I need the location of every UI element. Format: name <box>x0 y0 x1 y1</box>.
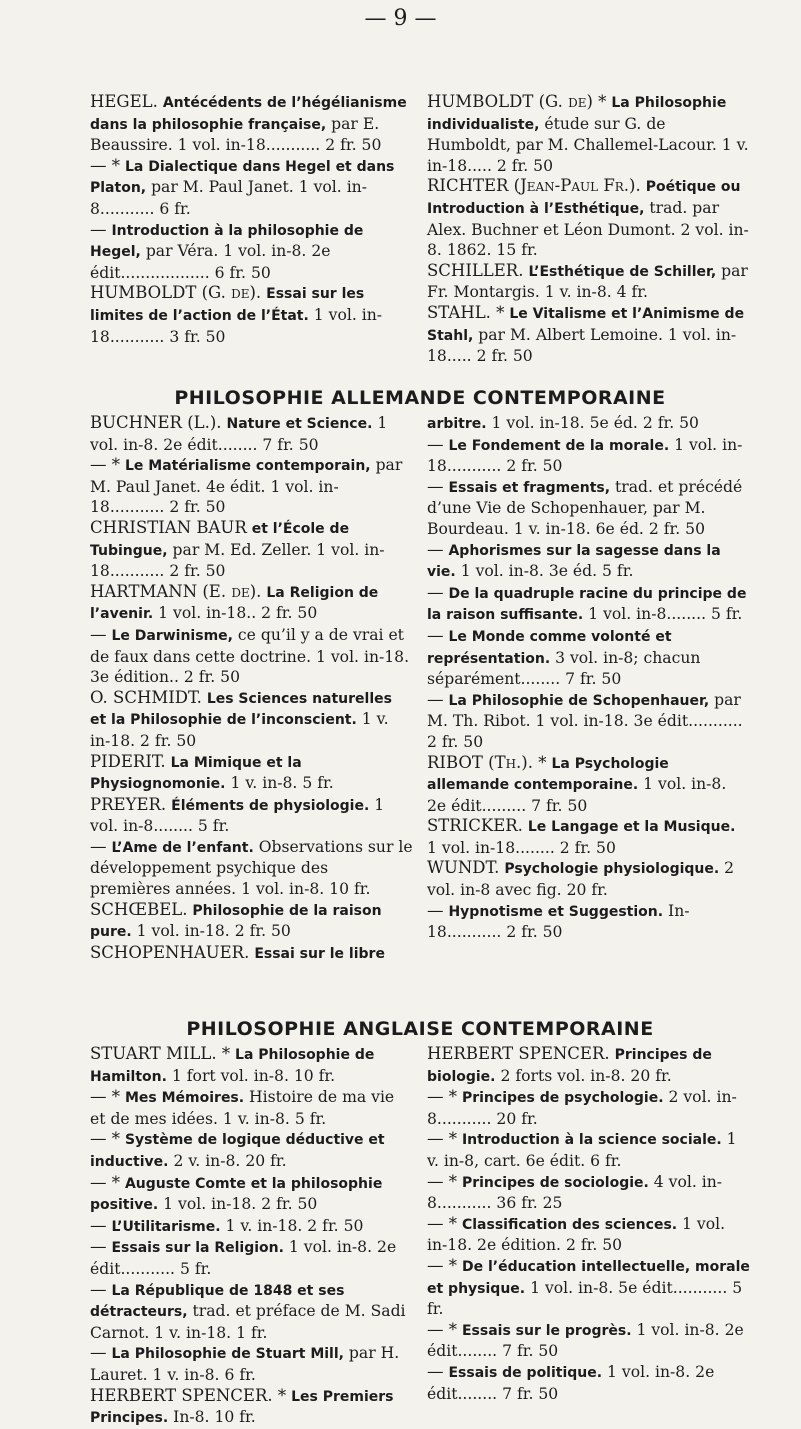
entry-details: 1 vol. in-8. 3e éd. 5 fr. <box>455 562 634 581</box>
entry-author: — <box>90 836 107 856</box>
entry-title: La Philosophie de Stuart Mill, <box>111 1346 344 1363</box>
entry-author: RIBOT (Th.). * <box>427 752 547 772</box>
entry-title: Essais de politique. <box>448 1364 603 1381</box>
catalog-entry <box>90 900 413 943</box>
entry-title: Principes de psychologie. <box>461 1090 664 1107</box>
catalog-entry <box>90 1343 413 1385</box>
entry-author: STRICKER. <box>427 816 523 836</box>
section-philosophie-anglaise <box>90 1016 750 1429</box>
section-philosophie-hegel <box>90 92 750 367</box>
left-column <box>90 1044 413 1429</box>
entry-details: par M. Ed. Zeller. 1 vol. in-18........... 2 fr. 50 <box>90 540 385 581</box>
catalog-entry <box>90 220 413 284</box>
catalog-entry <box>90 1237 413 1279</box>
catalog-entry <box>90 1044 413 1087</box>
section-philosophie-allemande <box>90 385 750 964</box>
entry-author: — * <box>427 1129 457 1149</box>
entry-details: 2 vol. in-8 avec fig. 20 fr. <box>427 859 735 900</box>
entry-title: Essai sur le libre <box>254 945 385 962</box>
catalog-entry <box>427 477 750 540</box>
entry-details: 1 vol. in-8........ 5 fr. <box>583 605 743 624</box>
entry-details: 1 vol. in-18. 2e édition. 2 fr. 50 <box>427 1214 726 1255</box>
entry-author: BUCHNER (L.). <box>90 413 222 432</box>
entry-title: Le Matérialisme contemporain, <box>124 458 371 475</box>
catalog-entry <box>427 1044 750 1087</box>
catalog-entry <box>427 1129 750 1171</box>
catalog-entry <box>427 690 750 753</box>
entry-author: PREYER. <box>90 794 167 814</box>
entry-title: La Religion de l’avenir. <box>90 584 379 623</box>
entry-title: L’Utilitarisme. <box>111 1218 221 1235</box>
entry-details: 1 vol. in-18.. 2 fr. 50 <box>153 604 318 623</box>
catalog-entry <box>427 583 750 626</box>
entry-details: 3 vol. in-8; chacun séparément........ 7 fr. 50 <box>427 648 701 689</box>
entry-title: Introduction à la science sociale. <box>461 1132 722 1149</box>
entry-details: par E. Beaussire. 1 vol. in-18........... 2 fr. 50 <box>90 114 382 155</box>
entry-author: — * <box>90 1087 120 1107</box>
entry-details: 1 vol. in-18. 5e éd. 2 fr. 50 <box>486 414 699 432</box>
catalog-entry <box>427 413 750 435</box>
entry-author: — * <box>90 155 120 175</box>
entry-author: RICHTER (Jean-Paul Fr.). <box>427 176 641 196</box>
entry-author: CHRISTIAN BAUR <box>90 517 247 537</box>
entry-details: trad. et précédé d’une Vie de Schopenhauer, par M. Bourdeau. 1 v. in-18. 6e éd. 2 fr. 50 <box>427 477 743 538</box>
entry-author: — * <box>90 1172 120 1192</box>
entry-details: 1 v. in-18. 2 fr. 50 <box>90 710 389 750</box>
catalog-entry <box>427 858 750 900</box>
catalog-entry <box>90 1216 413 1238</box>
entry-title: Le Langage et la Musique. <box>527 819 736 836</box>
catalog-entry <box>90 625 413 688</box>
entry-title: Les Sciences naturelles et la Philosophie de l’inconscient. <box>90 690 392 729</box>
entry-title: Classification des sciences. <box>461 1216 678 1233</box>
entry-author: O. SCHMIDT. <box>90 687 202 707</box>
entry-author: HEGEL. <box>90 92 158 111</box>
entry-details: In-18........... 2 fr. 50 <box>427 901 690 942</box>
catalog-entry <box>90 943 413 965</box>
entry-title: Principes de biologie. <box>427 1047 712 1085</box>
entry-details: 2 vol. in-8........... 20 fr. <box>427 1088 737 1128</box>
entry-details: 4 vol. in-8........... 36 fr. 25 <box>427 1172 723 1213</box>
catalog-entry <box>427 816 750 858</box>
entry-details: 1 v. in-8, cart. 6e édit. 6 fr. <box>427 1130 737 1170</box>
entry-title: Essais sur le progrès. <box>461 1322 632 1339</box>
entry-title: Les Premiers Principes. <box>90 1388 394 1427</box>
catalog-entry <box>427 753 750 817</box>
catalog-entry <box>90 92 413 156</box>
entry-details: 1 vol. in-8. 2e édit........ 7 fr. 50 <box>90 414 388 454</box>
entry-author: — <box>90 1237 107 1257</box>
entry-details: 2 v. in-8. 20 fr. <box>168 1151 287 1170</box>
entry-title: La Psychologie allemande contemporaine. <box>427 755 669 794</box>
entry-title: Le Fondement de la morale. <box>448 437 670 454</box>
catalog-entry <box>427 303 750 367</box>
entry-author: HARTMANN (E. de). <box>90 581 262 601</box>
entry-details: par M. Albert Lemoine. 1 vol. in-18..... 2 fr. 50 <box>427 325 737 366</box>
entry-author: — <box>427 689 444 709</box>
entry-author: — <box>427 476 444 496</box>
entry-title: Essais et fragments, <box>448 479 611 496</box>
entry-title: Philosophie de la raison pure. <box>90 902 382 941</box>
section-heading: PHILOSOPHIE ANGLAISE CONTEMPORAINE <box>186 1018 654 1040</box>
entry-title: Système de logique déductive et inductive. <box>90 1132 385 1170</box>
entry-title: Principes de sociologie. <box>461 1174 649 1191</box>
entry-author: — * <box>427 1087 457 1107</box>
entry-title: Éléments de physiologie. <box>171 797 370 814</box>
catalog-entry <box>427 1214 750 1256</box>
entry-title: Poétique ou Introduction à l’Esthétique, <box>427 179 741 217</box>
entry-title: Hypnotisme et Suggestion. <box>448 903 664 920</box>
entry-title: L’Ame de l’enfant. <box>111 839 254 856</box>
entry-title: De l’éducation intellectuelle, morale et physique. <box>427 1258 750 1297</box>
entry-details: 2 forts vol. in-8. 20 fr. <box>495 1066 672 1085</box>
entry-author: WUNDT. <box>427 858 500 878</box>
entry-details: 1 vol. in-8. 2e édit........ 7 fr. 50 <box>427 1320 744 1361</box>
entry-author: HUMBOLDT (G. de) * <box>427 92 607 111</box>
page-number: — 9 — <box>364 6 437 31</box>
entry-details: par Fr. Montargis. 1 v. in-8. 4 fr. <box>427 261 748 302</box>
catalog-entry <box>427 1256 750 1320</box>
catalog-entry <box>90 518 413 582</box>
entry-details: 1 v. in-18. 2 fr. 50 <box>220 1216 364 1235</box>
entry-author: STAHL. * <box>427 302 505 322</box>
entry-author: HUMBOLDT (G. de). <box>90 283 262 303</box>
entry-title: Le Monde comme volonté et représentation. <box>427 628 672 667</box>
entry-title: arbitre. <box>427 416 487 432</box>
entry-author: — * <box>427 1171 457 1191</box>
entry-details: 1 fort vol. in-8. 10 fr. <box>166 1066 336 1085</box>
entry-title: Essai sur les limites de l’action de l’État. <box>90 286 365 324</box>
catalog-entry <box>427 92 750 176</box>
entry-details: 1 vol. in-18........... 2 fr. 50 <box>427 435 743 476</box>
entry-details: par H. Lauret. 1 v. in-8. 6 fr. <box>90 1344 400 1384</box>
catalog-entry <box>427 540 750 583</box>
entry-title: Essais sur la Religion. <box>111 1240 284 1257</box>
entry-title: La Mimique et la Physiognomonie. <box>90 754 302 793</box>
entry-title: Mes Mémoires. <box>124 1090 245 1107</box>
entry-details: 1 v. in-8. 5 fr. <box>225 774 334 793</box>
entry-title: De la quadruple racine du principe de la raison suffisante. <box>427 585 747 624</box>
catalog-entry <box>90 1280 413 1344</box>
catalog-entry <box>90 582 413 625</box>
entry-title: La Philosophie de Schopenhauer, <box>448 692 710 709</box>
entry-author: — * <box>427 1213 457 1233</box>
entry-title: Auguste Comte et la philosophie positive. <box>90 1175 383 1214</box>
left-column <box>90 413 413 964</box>
entry-author: — <box>427 434 444 454</box>
catalog-entry <box>90 752 413 795</box>
entry-details: 1 vol. in-18. 2 fr. 50 <box>158 1195 318 1214</box>
entry-details: 1 vol. in-8. 2e édit........... 5 fr. <box>90 1238 397 1278</box>
catalog-entry <box>427 1320 750 1362</box>
entry-author: — <box>427 900 444 920</box>
catalog-entry <box>90 1173 413 1216</box>
entry-details: par M. Paul Janet. 4e édit. 1 vol. in-18........... 2 fr. 50 <box>90 456 403 517</box>
catalog-entry <box>90 283 413 347</box>
entry-author: SCHOPENHAUER. <box>90 942 250 962</box>
right-column <box>427 1044 750 1429</box>
entry-title: Introduction à la philosophie de Hegel, <box>90 222 364 261</box>
entry-author: — * <box>90 1129 120 1149</box>
entry-author: SCHILLER. <box>427 260 524 280</box>
entry-author: — <box>427 539 444 559</box>
entry-details: 1 vol. in-18........ 2 fr. 50 <box>427 838 616 857</box>
catalog-entry <box>427 261 750 303</box>
catalog-entry <box>90 688 413 752</box>
entry-author: — * <box>90 455 120 475</box>
catalog-entry <box>427 435 750 477</box>
entry-details: 1 vol. in-8. 2e édit........ 7 fr. 50 <box>427 1362 715 1403</box>
entry-details: 1 vol. in-8. 5e édit........... 5 fr. <box>427 1278 743 1319</box>
catalog-entry <box>90 1386 413 1429</box>
entry-author: — * <box>427 1255 457 1275</box>
entry-author: — <box>427 625 444 645</box>
entry-details: 1 vol. in-8. 2e édit......... 7 fr. 50 <box>427 775 727 815</box>
right-column <box>427 92 750 367</box>
entry-author: HERBERT SPENCER. * <box>90 1385 287 1405</box>
entry-details: par M. Paul Janet. 1 vol. in-8........... 6 fr. <box>90 178 367 218</box>
entry-details: ce qu’il y a de vrai et de faux dans cette doctrine. 1 vol. in-18. 3e édition.. 2 fr. 50 <box>90 625 410 687</box>
catalog-entry <box>90 837 413 900</box>
entry-author: — <box>90 1279 107 1299</box>
right-column <box>427 413 750 964</box>
entry-title: Le Darwinisme, <box>111 627 233 644</box>
entry-title: Antécédents de l’hégélianisme dans la philosophie française, <box>90 95 407 133</box>
catalog-entry <box>90 156 413 220</box>
entry-title: Aphorismes sur la sagesse dans la vie. <box>427 542 721 581</box>
entry-title: La Philosophie de Hamilton. <box>90 1047 375 1085</box>
entry-title: Nature et Science. <box>226 416 373 432</box>
catalog-entry <box>90 1087 413 1129</box>
catalog-entry <box>90 455 413 518</box>
entry-author: — <box>427 1361 444 1381</box>
catalog-entry <box>90 413 413 455</box>
catalog-entry <box>90 1129 413 1172</box>
entry-author: STUART MILL. * <box>90 1044 231 1063</box>
entry-details: In-8. 10 fr. <box>168 1408 256 1427</box>
entry-author: SCHŒBEL. <box>90 899 188 919</box>
entry-details: 1 vol. in-18. 2 fr. 50 <box>131 922 291 941</box>
entry-title: La Dialectique dans Hegel et dans Platon, <box>90 158 395 197</box>
entry-details: par M. Th. Ribot. 1 vol. in-18. 3e édit........... 2 fr. 50 <box>427 690 743 751</box>
entry-author: HERBERT SPENCER. <box>427 1044 610 1063</box>
catalog-entry <box>427 1172 750 1214</box>
section-heading: PHILOSOPHIE ALLEMANDE CONTEMPORAINE <box>174 387 666 409</box>
entry-details: par Véra. 1 vol. in-8. 2e édit.................. 6 fr. 50 <box>90 242 331 282</box>
entry-author: — <box>90 219 107 239</box>
entry-details: 1 vol. in-8........ 5 fr. <box>90 795 385 836</box>
entry-details: trad. et préface de M. Sadi Carnot. 1 v. in-18. 1 fr. <box>90 1302 406 1342</box>
entry-details: Histoire de ma vie et de mes idées. 1 v. in-8. 5 fr. <box>90 1088 395 1128</box>
catalog-entry <box>427 1087 750 1129</box>
entry-author: — * <box>427 1319 457 1339</box>
catalog-entry <box>90 795 413 837</box>
catalog-entry <box>427 1362 750 1404</box>
entry-author: — <box>427 582 444 602</box>
catalog-entry <box>427 176 750 260</box>
entry-details: trad. par Alex. Buchner et Léon Dumont. 2 vol. in-8. 1862. 15 fr. <box>427 198 749 260</box>
entry-author: — <box>90 624 107 644</box>
catalog-entry <box>427 626 750 690</box>
entry-title: L’Esthétique de Schiller, <box>528 263 717 280</box>
entry-author: — <box>90 1215 107 1235</box>
entry-title: Le Vitalisme et l’Animisme de Stahl, <box>427 305 745 344</box>
catalog-entry <box>427 901 750 943</box>
entry-author: — <box>90 1343 107 1363</box>
left-column <box>90 92 413 367</box>
entry-title: La Philosophie individualiste, <box>427 95 727 133</box>
entry-details: étude sur G. de Humboldt, par M. Challemel-Lacour. 1 v. in-18..... 2 fr. 50 <box>427 114 749 175</box>
entry-title: Psychologie physiologique. <box>504 861 720 878</box>
entry-title: et l’École de Tubingue, <box>90 520 350 559</box>
entry-details: Observations sur le développement psychique des premières années. 1 vol. in-8. 10 fr. <box>90 837 413 899</box>
entry-details: 1 vol. in-18........... 3 fr. 50 <box>90 305 383 346</box>
entry-author: PIDERIT. <box>90 751 166 771</box>
entry-title: La République de 1848 et ses détracteurs, <box>90 1282 345 1321</box>
